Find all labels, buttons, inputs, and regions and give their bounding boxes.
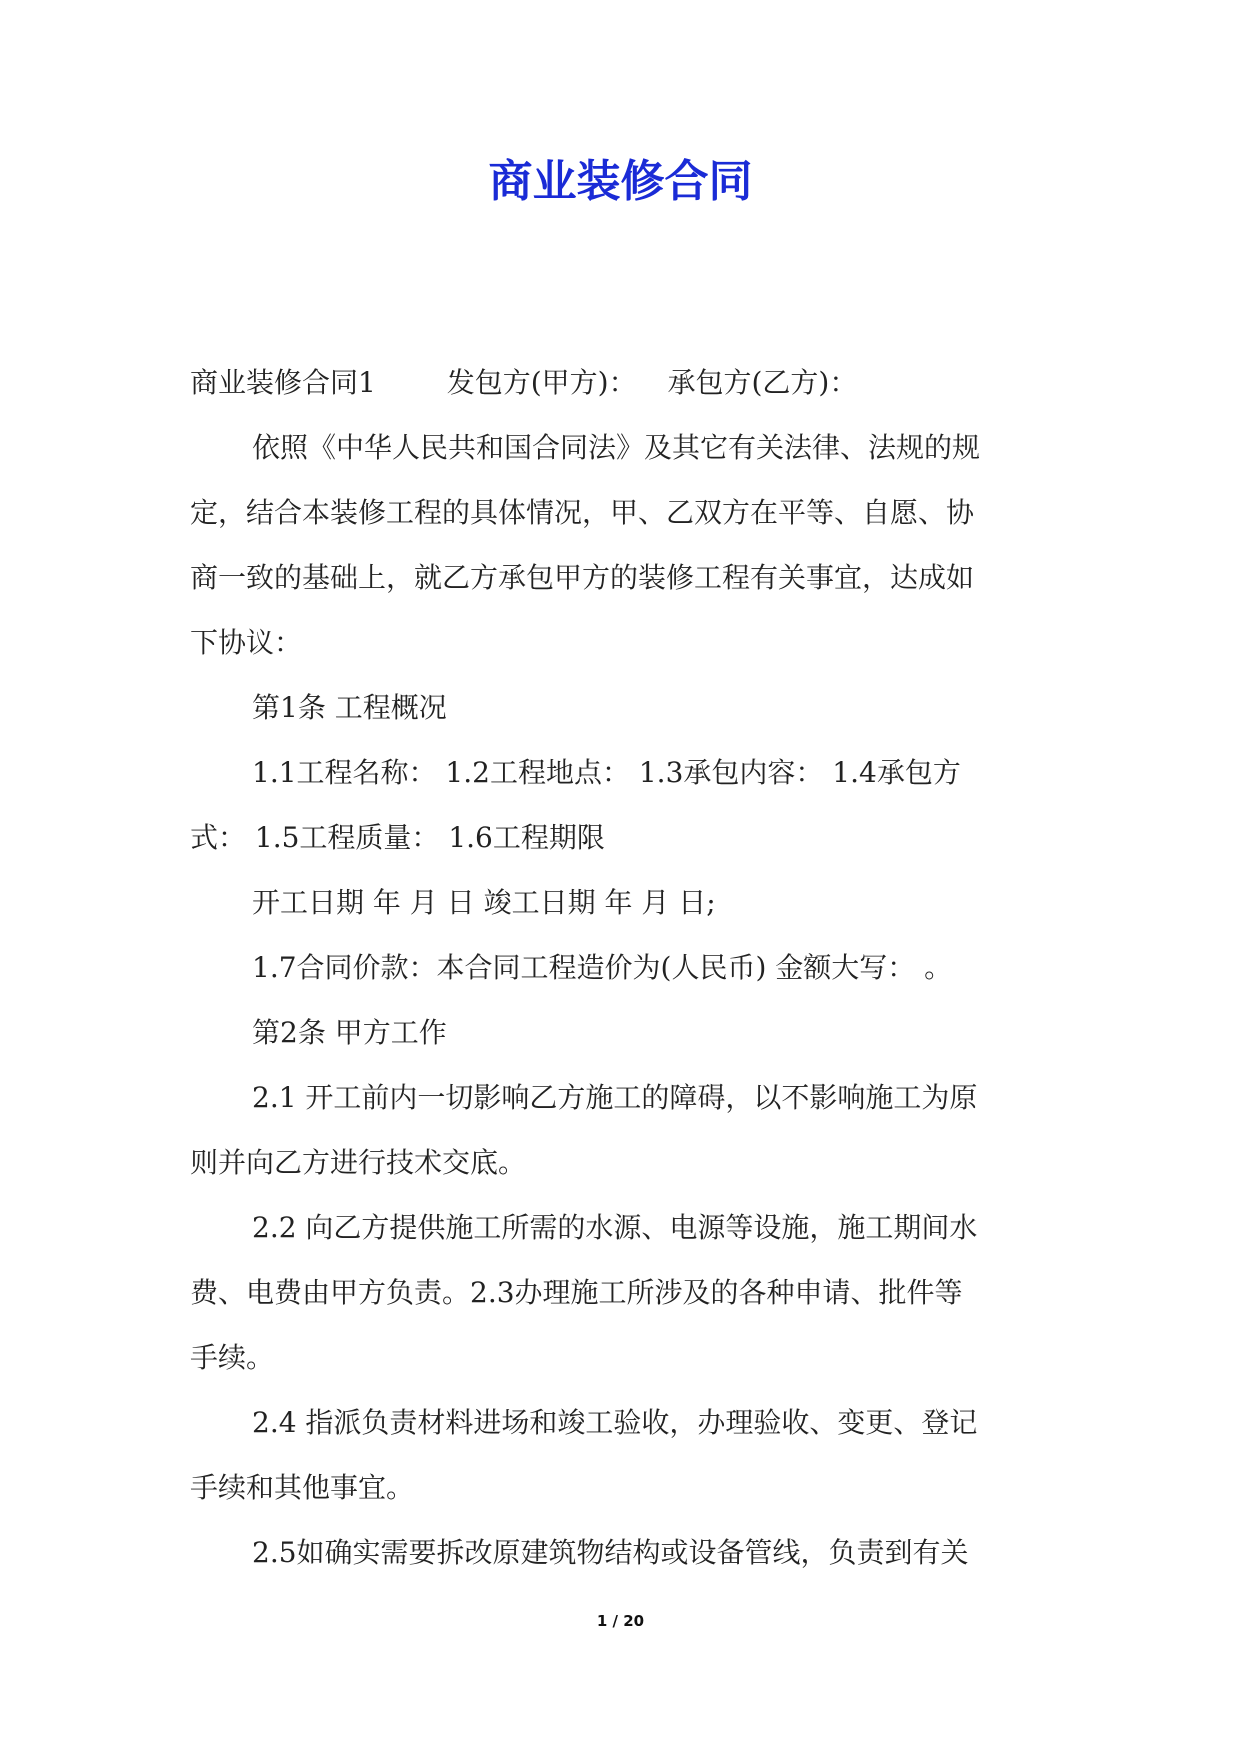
party-a-label: 发包方(甲方)： — [446, 366, 637, 399]
paragraph-line: 式： 1.5工程质量： 1.6工程期限 — [190, 821, 605, 854]
paragraph-line: 依照《中华人民共和国合同法》及其它有关法律、法规的规 — [252, 431, 981, 464]
paragraph-line: 则并向乙方进行技术交底。 — [190, 1146, 527, 1179]
article-2-heading: 第2条 甲方工作 — [252, 1016, 447, 1049]
party-b-label: 承包方(乙方)： — [667, 366, 858, 399]
contract-header-line — [190, 350, 1052, 415]
paragraph-line: 1.1工程名称： 1.2工程地点： 1.3承包内容： 1.4承包方 — [252, 756, 961, 789]
paragraph-line: 2.4 指派负责材料进场和竣工验收，办理验收、变更、登记 — [252, 1406, 978, 1439]
paragraph-line: 2.2 向乙方提供施工所需的水源、电源等设施，施工期间水 — [252, 1211, 978, 1244]
paragraph-line: 定，结合本装修工程的具体情况，甲、乙双方在平等、自愿、协 — [190, 496, 975, 529]
paragraph-line: 1.7合同价款：本合同工程造价为(人民币) 金额大写： 。 — [252, 951, 953, 984]
paragraph-line: 下协议： — [190, 626, 303, 659]
document-title: 商业装修合同 — [488, 156, 753, 207]
paragraph-line: 商一致的基础上，就乙方承包甲方的装修工程有关事宜，达成如 — [190, 561, 975, 594]
paragraph-line: 费、电费由甲方负责。2.3办理施工所涉及的各种申请、批件等 — [190, 1276, 963, 1309]
paragraph-line: 手续。 — [190, 1341, 275, 1374]
paragraph-line: 2.5如确实需要拆改原建筑物结构或设备管线，负责到有关 — [252, 1536, 969, 1569]
paragraph-line: 2.1 开工前内一切影响乙方施工的障碍，以不影响施工为原 — [252, 1081, 978, 1114]
paragraph-line: 开工日期 年 月 日 竣工日期 年 月 日; — [252, 886, 716, 919]
document-body — [190, 350, 1052, 1585]
contract-name: 商业装修合同1 — [190, 366, 376, 399]
paragraph-line: 手续和其他事宜。 — [190, 1471, 415, 1504]
page-number: 1 / 20 — [596, 1612, 645, 1630]
article-1-heading: 第1条 工程概况 — [252, 691, 447, 724]
